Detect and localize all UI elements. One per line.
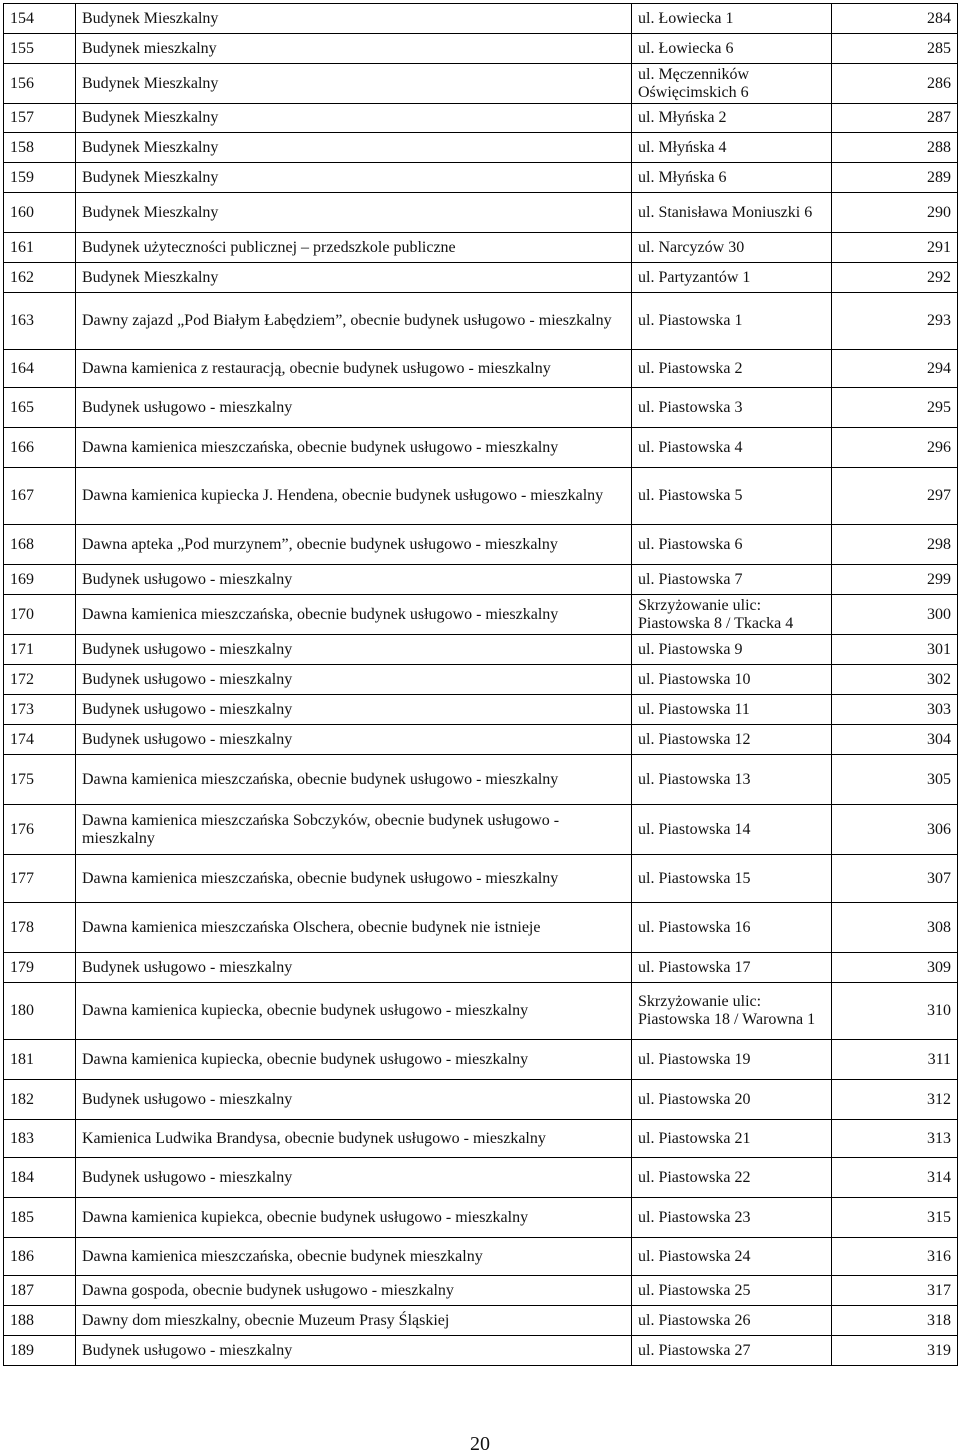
row-number: 185 bbox=[4, 1198, 76, 1238]
row-address: ul. Piastowska 10 bbox=[632, 665, 832, 695]
row-number: 166 bbox=[4, 428, 76, 468]
table-row bbox=[4, 1080, 958, 1120]
row-number: 163 bbox=[4, 293, 76, 350]
row-number: 170 bbox=[4, 595, 76, 635]
register-body bbox=[4, 4, 958, 1366]
row-number: 183 bbox=[4, 1120, 76, 1158]
row-number: 164 bbox=[4, 350, 76, 388]
row-address: ul. Piastowska 4 bbox=[632, 428, 832, 468]
row-number: 154 bbox=[4, 4, 76, 34]
row-description: Dawna gospoda, obecnie budynek usługowo - mieszkalny bbox=[76, 1276, 632, 1306]
table-row bbox=[4, 855, 958, 903]
table-row bbox=[4, 805, 958, 855]
row-description: Budynek Mieszkalny bbox=[76, 193, 632, 233]
row-address: ul. Piastowska 3 bbox=[632, 388, 832, 428]
row-address: ul. Piastowska 21 bbox=[632, 1120, 832, 1158]
row-address: ul. Piastowska 26 bbox=[632, 1306, 832, 1336]
row-register-id: 298 bbox=[832, 525, 958, 565]
row-number: 181 bbox=[4, 1040, 76, 1080]
table-row bbox=[4, 1120, 958, 1158]
table-row bbox=[4, 983, 958, 1040]
row-register-id: 304 bbox=[832, 725, 958, 755]
table-row bbox=[4, 104, 958, 133]
row-number: 176 bbox=[4, 805, 76, 855]
row-description: Dawna kamienica kupiekca, obecnie budynek usługowo - mieszkalny bbox=[76, 1198, 632, 1238]
row-number: 165 bbox=[4, 388, 76, 428]
row-description: Budynek Mieszkalny bbox=[76, 4, 632, 34]
row-number: 174 bbox=[4, 725, 76, 755]
row-address: ul. Młyńska 6 bbox=[632, 163, 832, 193]
table-row bbox=[4, 525, 958, 565]
row-register-id: 289 bbox=[832, 163, 958, 193]
row-number: 169 bbox=[4, 565, 76, 595]
table-row bbox=[4, 193, 958, 233]
table-row bbox=[4, 4, 958, 34]
row-address: ul. Piastowska 1 bbox=[632, 293, 832, 350]
row-address: ul. Piastowska 24 bbox=[632, 1238, 832, 1276]
row-address: ul. Piastowska 14 bbox=[632, 805, 832, 855]
row-description: Budynek usługowo - mieszkalny bbox=[76, 388, 632, 428]
row-register-id: 314 bbox=[832, 1158, 958, 1198]
row-register-id: 303 bbox=[832, 695, 958, 725]
row-register-id: 315 bbox=[832, 1198, 958, 1238]
row-number: 177 bbox=[4, 855, 76, 903]
row-description: Budynek mieszkalny bbox=[76, 34, 632, 64]
row-address: ul. Piastowska 13 bbox=[632, 755, 832, 805]
table-row bbox=[4, 665, 958, 695]
row-address: ul. Piastowska 12 bbox=[632, 725, 832, 755]
row-register-id: 296 bbox=[832, 428, 958, 468]
row-description: Budynek usługowo - mieszkalny bbox=[76, 1336, 632, 1366]
row-description: Dawna kamienica mieszczańska, obecnie budynek mieszkalny bbox=[76, 1238, 632, 1276]
row-description: Budynek usługowo - mieszkalny bbox=[76, 953, 632, 983]
row-register-id: 307 bbox=[832, 855, 958, 903]
row-number: 159 bbox=[4, 163, 76, 193]
row-register-id: 301 bbox=[832, 635, 958, 665]
table-row bbox=[4, 903, 958, 953]
row-description: Budynek Mieszkalny bbox=[76, 163, 632, 193]
row-number: 187 bbox=[4, 1276, 76, 1306]
row-number: 172 bbox=[4, 665, 76, 695]
row-number: 189 bbox=[4, 1336, 76, 1366]
page-number: 20 bbox=[470, 1433, 490, 1455]
row-register-id: 288 bbox=[832, 133, 958, 163]
row-address: ul. Piastowska 16 bbox=[632, 903, 832, 953]
row-description: Dawna kamienica mieszczańska, obecnie budynek usługowo - mieszkalny bbox=[76, 855, 632, 903]
row-description: Budynek usługowo - mieszkalny bbox=[76, 1080, 632, 1120]
row-register-id: 316 bbox=[832, 1238, 958, 1276]
table-row bbox=[4, 1198, 958, 1238]
row-address: ul. Piastowska 5 bbox=[632, 468, 832, 525]
row-register-id: 305 bbox=[832, 755, 958, 805]
row-address: ul. Łowiecka 1 bbox=[632, 4, 832, 34]
row-register-id: 299 bbox=[832, 565, 958, 595]
row-register-id: 295 bbox=[832, 388, 958, 428]
row-register-id: 310 bbox=[832, 983, 958, 1040]
row-description: Budynek usługowo - mieszkalny bbox=[76, 635, 632, 665]
table-row bbox=[4, 293, 958, 350]
table-row bbox=[4, 1238, 958, 1276]
row-number: 175 bbox=[4, 755, 76, 805]
row-description: Dawna kamienica mieszczańska Olschera, obecnie budynek nie istnieje bbox=[76, 903, 632, 953]
table-row bbox=[4, 595, 958, 635]
row-number: 184 bbox=[4, 1158, 76, 1198]
row-description: Budynek Mieszkalny bbox=[76, 64, 632, 104]
row-address: ul. Łowiecka 6 bbox=[632, 34, 832, 64]
row-description: Budynek usługowo - mieszkalny bbox=[76, 1158, 632, 1198]
row-register-id: 306 bbox=[832, 805, 958, 855]
row-address: Skrzyżowanie ulic: Piastowska 18 / Warowna 1 bbox=[632, 983, 832, 1040]
row-description: Dawna kamienica mieszczańska, obecnie budynek usługowo - mieszkalny bbox=[76, 595, 632, 635]
row-number: 173 bbox=[4, 695, 76, 725]
row-number: 168 bbox=[4, 525, 76, 565]
row-register-id: 312 bbox=[832, 1080, 958, 1120]
monument-register-table bbox=[3, 3, 958, 1366]
row-address: ul. Młyńska 2 bbox=[632, 104, 832, 133]
row-register-id: 285 bbox=[832, 34, 958, 64]
row-number: 161 bbox=[4, 233, 76, 263]
row-description: Budynek Mieszkalny bbox=[76, 104, 632, 133]
table-row bbox=[4, 953, 958, 983]
table-row bbox=[4, 1306, 958, 1336]
row-address: Skrzyżowanie ulic: Piastowska 8 / Tkacka 4 bbox=[632, 595, 832, 635]
row-address: ul. Partyzantów 1 bbox=[632, 263, 832, 293]
row-register-id: 300 bbox=[832, 595, 958, 635]
row-number: 155 bbox=[4, 34, 76, 64]
table-row bbox=[4, 565, 958, 595]
row-address: ul. Piastowska 19 bbox=[632, 1040, 832, 1080]
row-address: ul. Piastowska 17 bbox=[632, 953, 832, 983]
row-register-id: 319 bbox=[832, 1336, 958, 1366]
row-address: ul. Piastowska 20 bbox=[632, 1080, 832, 1120]
row-description: Budynek usługowo - mieszkalny bbox=[76, 695, 632, 725]
table-row bbox=[4, 468, 958, 525]
row-description: Budynek Mieszkalny bbox=[76, 263, 632, 293]
table-row bbox=[4, 755, 958, 805]
row-description: Dawna kamienica mieszczańska Sobczyków, obecnie budynek usługowo - mieszkalny bbox=[76, 805, 632, 855]
table-row bbox=[4, 350, 958, 388]
table-row bbox=[4, 428, 958, 468]
table-row bbox=[4, 233, 958, 263]
row-number: 162 bbox=[4, 263, 76, 293]
table-row bbox=[4, 1336, 958, 1366]
row-description: Budynek usługowo - mieszkalny bbox=[76, 665, 632, 695]
row-register-id: 297 bbox=[832, 468, 958, 525]
row-register-id: 313 bbox=[832, 1120, 958, 1158]
table-row bbox=[4, 34, 958, 64]
row-description: Dawny zajazd „Pod Białym Łabędziem”, obecnie budynek usługowo - mieszkalny bbox=[76, 293, 632, 350]
table-row bbox=[4, 163, 958, 193]
row-register-id: 287 bbox=[832, 104, 958, 133]
row-address: ul. Piastowska 6 bbox=[632, 525, 832, 565]
row-address: ul. Stanisława Moniuszki 6 bbox=[632, 193, 832, 233]
row-number: 160 bbox=[4, 193, 76, 233]
row-number: 178 bbox=[4, 903, 76, 953]
row-description: Dawna kamienica kupiecka, obecnie budynek usługowo - mieszkalny bbox=[76, 983, 632, 1040]
row-number: 157 bbox=[4, 104, 76, 133]
row-address: ul. Piastowska 25 bbox=[632, 1276, 832, 1306]
row-number: 182 bbox=[4, 1080, 76, 1120]
row-description: Budynek użyteczności publicznej ‒ przedszkole publiczne bbox=[76, 233, 632, 263]
row-register-id: 291 bbox=[832, 233, 958, 263]
table-row bbox=[4, 1158, 958, 1198]
row-number: 167 bbox=[4, 468, 76, 525]
row-address: ul. Piastowska 7 bbox=[632, 565, 832, 595]
row-description: Dawna kamienica mieszczańska, obecnie budynek usługowo - mieszkalny bbox=[76, 755, 632, 805]
row-address: ul. Piastowska 11 bbox=[632, 695, 832, 725]
row-register-id: 302 bbox=[832, 665, 958, 695]
row-number: 158 bbox=[4, 133, 76, 163]
row-register-id: 317 bbox=[832, 1276, 958, 1306]
row-register-id: 308 bbox=[832, 903, 958, 953]
row-address: ul. Piastowska 9 bbox=[632, 635, 832, 665]
row-address: ul. Narcyzów 30 bbox=[632, 233, 832, 263]
row-address: ul. Piastowska 27 bbox=[632, 1336, 832, 1366]
row-description: Budynek usługowo - mieszkalny bbox=[76, 725, 632, 755]
row-register-id: 284 bbox=[832, 4, 958, 34]
table-row bbox=[4, 388, 958, 428]
table-row bbox=[4, 1040, 958, 1080]
row-address: ul. Piastowska 23 bbox=[632, 1198, 832, 1238]
row-register-id: 286 bbox=[832, 64, 958, 104]
table-row bbox=[4, 635, 958, 665]
row-address: ul. Piastowska 2 bbox=[632, 350, 832, 388]
table-row bbox=[4, 64, 958, 104]
table-row bbox=[4, 725, 958, 755]
row-description: Budynek Mieszkalny bbox=[76, 133, 632, 163]
row-description: Dawna kamienica z restauracją, obecnie budynek usługowo - mieszkalny bbox=[76, 350, 632, 388]
row-number: 186 bbox=[4, 1238, 76, 1276]
row-register-id: 293 bbox=[832, 293, 958, 350]
row-register-id: 318 bbox=[832, 1306, 958, 1336]
row-address: ul. Piastowska 15 bbox=[632, 855, 832, 903]
table-row bbox=[4, 1276, 958, 1306]
row-number: 171 bbox=[4, 635, 76, 665]
table-row bbox=[4, 263, 958, 293]
table-row bbox=[4, 695, 958, 725]
row-register-id: 290 bbox=[832, 193, 958, 233]
row-register-id: 309 bbox=[832, 953, 958, 983]
row-description: Dawna kamienica mieszczańska, obecnie budynek usługowo - mieszkalny bbox=[76, 428, 632, 468]
table-row bbox=[4, 133, 958, 163]
row-address: ul. Piastowska 22 bbox=[632, 1158, 832, 1198]
row-description: Dawna kamienica kupiecka, obecnie budynek usługowo - mieszkalny bbox=[76, 1040, 632, 1080]
row-address: ul. Męczenników Oświęcimskich 6 bbox=[632, 64, 832, 104]
row-register-id: 294 bbox=[832, 350, 958, 388]
row-description: Budynek usługowo - mieszkalny bbox=[76, 565, 632, 595]
row-description: Dawna kamienica kupiecka J. Hendena, obecnie budynek usługowo - mieszkalny bbox=[76, 468, 632, 525]
row-description: Dawna apteka „Pod murzynem”, obecnie budynek usługowo - mieszkalny bbox=[76, 525, 632, 565]
row-number: 179 bbox=[4, 953, 76, 983]
row-register-id: 292 bbox=[832, 263, 958, 293]
row-number: 188 bbox=[4, 1306, 76, 1336]
row-address: ul. Młyńska 4 bbox=[632, 133, 832, 163]
row-number: 180 bbox=[4, 983, 76, 1040]
row-number: 156 bbox=[4, 64, 76, 104]
row-register-id: 311 bbox=[832, 1040, 958, 1080]
row-description: Kamienica Ludwika Brandysa, obecnie budynek usługowo - mieszkalny bbox=[76, 1120, 632, 1158]
row-description: Dawny dom mieszkalny, obecnie Muzeum Prasy Śląskiej bbox=[76, 1306, 632, 1336]
